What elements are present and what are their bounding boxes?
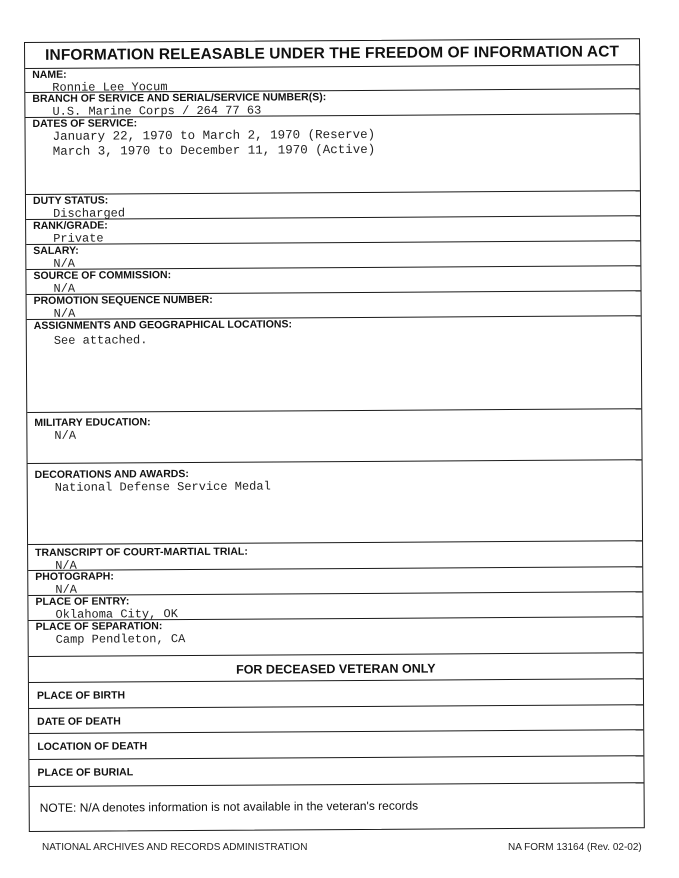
dates-field [25,114,639,195]
commission-label: SOURCE OF COMMISSION: [33,269,172,282]
place-of-burial-field [29,756,643,787]
place-of-birth-label: PLACE OF BIRTH [36,689,126,702]
salary-label: SALARY: [33,244,79,257]
dates-value-active: March 3, 1970 to December 11, 1970 (Active) [52,142,376,159]
na-note: NOTE: N/A denotes information is not available in the veteran's records [39,798,419,815]
court-martial-label: TRANSCRIPT OF COURT-MARTIAL TRIAL: [35,545,248,559]
branch-value: U.S. Marine Corps / 264 77 63 [52,103,262,119]
foia-release-form [24,38,645,832]
photograph-label: PHOTOGRAPH: [35,570,114,583]
promotion-field [27,291,641,320]
location-of-death-field [29,730,643,759]
dates-label: DATES OF SERVICE: [32,117,138,130]
dates-value-reserve: January 22, 1970 to March 2, 1970 (Reserve) [52,127,376,144]
date-of-death-field [29,705,643,734]
assignments-value: See attached. [53,333,148,348]
entry-value: Oklahoma City, OK [55,607,178,622]
separation-value: Camp Pendleton, CA [55,632,186,647]
court-martial-field [28,541,642,571]
commission-field [26,266,640,295]
rank-value: Private [53,231,104,246]
form-number-footer: NA FORM 13164 (Rev. 02-02) [508,842,642,853]
photograph-field [28,567,642,596]
date-of-death-label: DATE OF DEATH [37,714,121,728]
promotion-value: N/A [53,306,76,321]
decorations-field [28,460,642,545]
duty-status-field [26,191,640,220]
decorations-value: National Defense Service Medal [54,479,271,495]
assignments-label: ASSIGNMENTS AND GEOGRAPHICAL LOCATIONS: [33,318,293,332]
form-title: INFORMATION RELEASABLE UNDER THE FREEDOM OF INFORMATION ACT [25,39,639,69]
branch-field [25,89,639,118]
education-label: MILITARY EDUCATION: [34,416,151,429]
location-of-death-label: LOCATION OF DEATH [37,740,148,753]
name-value: Ronnie Lee Yocum [52,80,168,95]
place-of-birth-field [29,679,643,708]
duty-status-value: Discharged [53,206,126,221]
assignments-field [27,316,642,413]
entry-field [28,592,642,621]
place-of-burial-label: PLACE OF BURIAL [37,765,134,779]
promotion-label: PROMOTION SEQUENCE NUMBER: [33,293,213,307]
commission-value: N/A [53,281,76,296]
photograph-value: N/A [55,582,77,597]
name-label: NAME: [32,68,67,81]
agency-footer: NATIONAL ARCHIVES AND RECORDS ADMINISTRATION [42,842,308,853]
separation-label: PLACE OF SEPARATION: [35,620,163,633]
salary-field [26,241,640,270]
salary-value: N/A [53,256,76,271]
duty-status-label: DUTY STATUS: [32,194,109,207]
education-field [27,409,641,464]
decorations-label: DECORATIONS AND AWARDS: [34,468,189,481]
education-value: N/A [54,428,77,443]
court-martial-value: N/A [55,558,77,573]
rank-label: RANK/GRADE: [33,219,108,232]
rank-field [26,216,640,245]
branch-label: BRANCH OF SERVICE AND SERIAL/SERVICE NUMBER(S): [32,91,327,105]
separation-field [29,617,643,657]
deceased-section-header: FOR DECEASED VETERAN ONLY [29,653,643,683]
entry-label: PLACE OF ENTRY: [35,595,130,608]
